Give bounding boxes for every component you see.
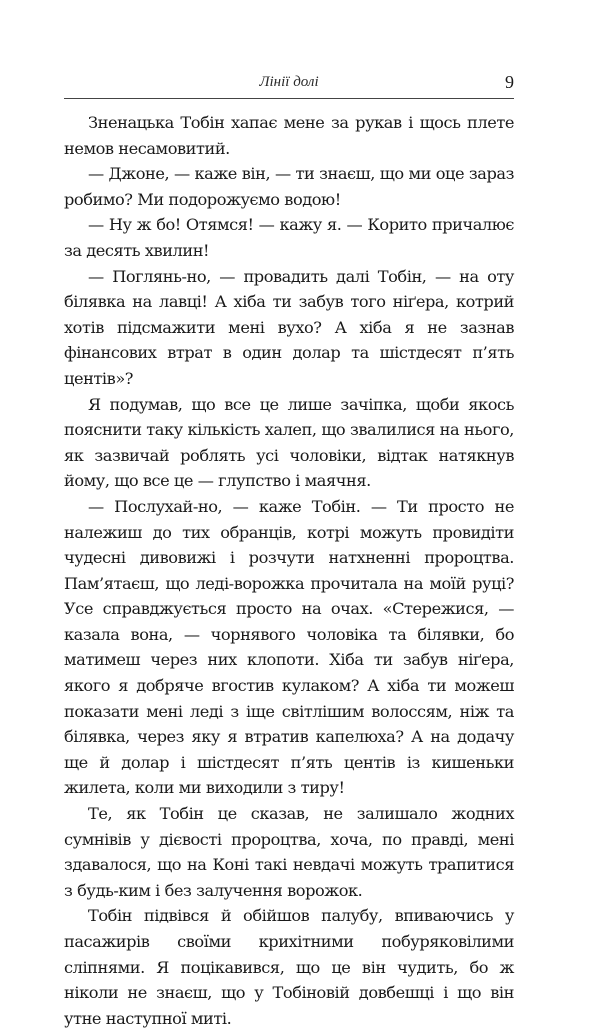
body-text [64,110,514,1031]
paragraph: Тобін підвівся й обійшов палубу, впиваючись у пасажирів своїми крихітними побуряковілими сліпнями. Я поцікавився, що це він чудить, бо ж ніколи не знаєш, що у Тобіновій довбешці і що він утне наступної миті. [64,906,514,1028]
running-head [64,72,514,96]
paragraph: — Джоне, — каже він, — ти знаєш, що ми оце зараз робимо? Ми подорожуємо водою! [64,164,514,209]
chapter-title: Лінії долі [259,74,319,90]
page-number: 9 [505,72,514,92]
paragraph: — Ну ж бо! Отямся! — кажу я. — Корито причалює за десять хвилин! [64,215,514,260]
paragraph: Я подумав, що все це лише зачіпка, щоби якось пояснити таку кількість халеп, що звалилися на нього, як зазвичай роблять усі чоловіки, відтак натякнув йому, що все це — глупство і маячня. [64,394,514,491]
paragraph: — Послухай-но, — каже Тобін. — Ти просто не належиш до тих обранців, котрі можуть провидіти чудесні дивовижі і розчути натхненні пророцтва. Пам’ятаєш, що леді-ворожка прочитала на моїй руці? Усе справджується просто на очах. «Стережися, — казала вона, — чорнявого чоловіка та білявки, бо матимеш через них клопоти. Хіба ти забув ніґера, якого я добряче вгостив кулаком? А хіба ти можеш показати мені леді з іще світлішим волоссям, ніж та білявка, через яку я втратив капелюха? А на додачу ще й долар і шістдесят п’ять центів із кишеньки жилета, коли ми виходили з тиру! [64,496,514,798]
paragraph: — Поглянь-но, — провадить далі Тобін, — на оту білявка на лавці! А хіба ти забув того ніґера, котрий хотів підсмажити мені вухо? А хіба я не зазнав фінансових втрат в один долар та шістдесят п’ять центів»? [64,266,514,388]
header-rule [64,98,514,99]
paragraph: Зненацька Тобін хапає мене за рукав і щось плете немов несамовитий. [64,113,514,158]
paragraph: Те, як Тобін це сказав, не залишало жодних сумнівів у дієвості пророцтва, хоча, по правді, мені здавалося, що на Коні такі невдачі можуть трапитися з будь-ким і без залучення ворожок. [64,804,514,900]
